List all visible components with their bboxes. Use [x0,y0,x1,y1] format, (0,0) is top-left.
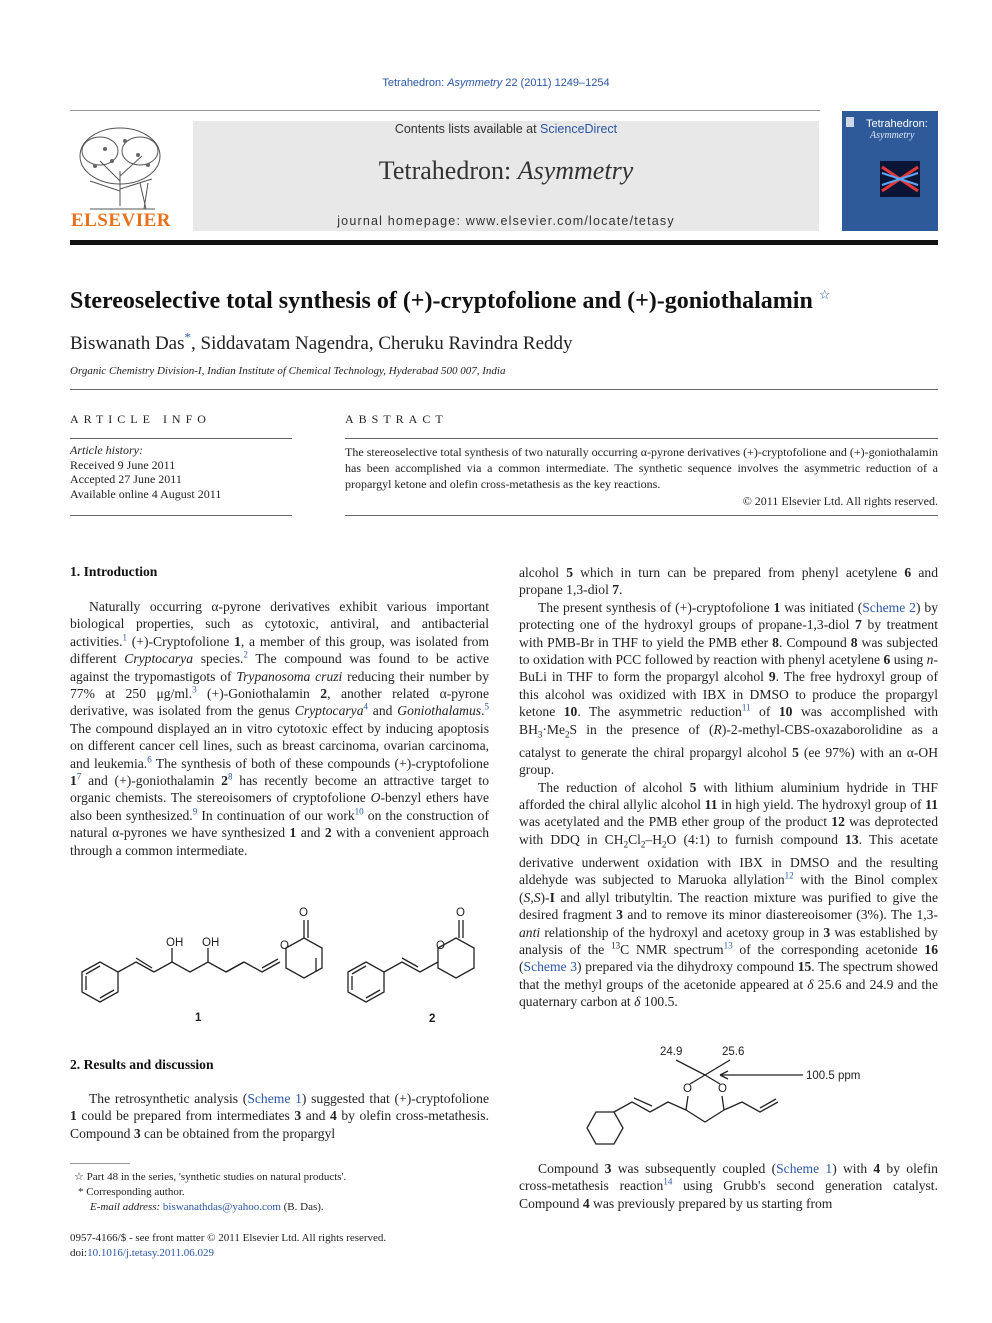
sciencedirect-link[interactable]: ScienceDirect [540,122,618,136]
doi-link[interactable]: 10.1016/j.tetasy.2011.06.029 [87,1247,215,1259]
section-heading-introduction: 1. Introduction [70,564,158,579]
contents-line: Contents lists available at ScienceDirect [394,122,618,136]
star-footnote-mark: ☆ [74,1171,84,1183]
journal-homepage[interactable]: journal homepage: www.elsevier.com/locate/tetasy [337,214,675,228]
affiliation: Organic Chemistry Division-I, Indian Institute of Chemical Technology, Hyderabad 500 007, India [70,365,506,377]
footnote-rule [70,1163,130,1164]
cover-title: Tetrahedron: [866,118,928,130]
carbonyl-oxygen-label-2: O [456,907,465,919]
header-thick-rule [70,240,938,245]
header-divider [70,110,820,111]
compound-1-label: 1 [195,1012,202,1024]
abstract-bottom-rule [345,515,938,516]
acetonide-quaternary-shift: 100.5 ppm [806,1070,861,1082]
abstract-rule [345,438,938,439]
compounds-1-2-figure [70,900,490,1030]
title-divider [70,389,938,390]
email-link[interactable]: biswanathdas@yahoo.com [162,1201,281,1213]
acetonide-oxygen-1: O [683,1083,692,1095]
title-footnote-mark[interactable]: ☆ [818,287,831,302]
abstract-text: The stereoselective total synthesis of two naturally occurring α-pyrone derivatives (+)-cryptofolione and (+)-goniothalamin has been accomplished via a common intermediate. The synthetic sequence involves the asymmetric reduction of a propargyl ketone and olefin cross-metathesis as the key reactions. © 2011 Elsevier Ltd. All rights reserved. [345,445,938,508]
oh-label-1: OH [166,937,184,949]
author-list: Biswanath Das*, Siddavatam Nagendra, Cheruku Ravindra Reddy [70,329,573,354]
introduction-paragraph: Naturally occurring α-pyrone derivatives exhibit various important biological properties, such as cytotoxic, antiviral, and antibacterial activities.$^1$ (+)-Cryptofolione 1, a member of this group, was isolated from different Cryptocarya species.$^2$ The compound was found to be active against the trypomastigots of Trypanosoma cruzi reducing their number by 77% at 250 μg/ml.$^3$ (+)-Goniothalamin 2, another related α-pyrone derivative, was isolated from the genus Cryptocarya$^4$ and Goniothalamus.$^5$ The compound displayed an in vitro cytotoxic effect by inducing apoptosis on different cancer cell lines, such as breast carcinoma, ovarian carcinoma, and leukemia.$^6$ The synthesis of both of these compounds (+)-cryptofolione $1^7$ and (+)-goniothalamin $2^8$ has recently become an attractive target to organic chemists. The stereoisomers of cryptofolione O-benzyl ethers have also been synthesized.$^9$ In continuation of our work$^{10}$ on the construction of natural α-pyrones we have synthesized 1 and 2 with a convenient approach through a common intermediate. [70,599,490,858]
article-info-heading: ARTICLE INFO [70,412,211,426]
ring-oxygen-label-2: O [436,940,445,952]
asterisk-footnote-mark: * [78,1186,84,1198]
acetonide-shift-1: 24.9 [660,1046,683,1058]
article-history: Article history: Received 9 June 2011 Accepted 27 June 2011 Available online 4 August 2011 [70,443,222,501]
elsevier-wordmark[interactable]: ELSEVIER [70,210,172,231]
abstract-copyright: © 2011 Elsevier Ltd. All rights reserved. [742,493,938,508]
footnotes: ☆ Part 48 in the series, 'synthetic studies on natural products'. * Corresponding author. E-mail address: biswanathdas@yahoo.com (B. Das). [74,1171,347,1213]
acetonide-shift-2: 25.6 [722,1046,745,1058]
results-paragraph: The retrosynthetic analysis (Scheme 1) suggested that (+)-cryptofolione 1 could be prepared from intermediates 3 and 4 by olefin cross-metathesis. Compound 3 can be obtained from the propargyl [70,1091,490,1141]
article-info-rule [70,438,292,439]
cover-subtitle: Asymmetry [870,130,915,141]
oh-label-2: OH [202,937,220,949]
article-title: Stereoselective total synthesis of (+)-cryptofolione and (+)-goniothalamin ☆ [70,287,831,314]
ring-oxygen-label-1: O [280,940,289,952]
journal-title: Tetrahedron: Asymmetry [378,156,634,185]
carbonyl-oxygen-label-1: O [299,907,308,919]
acetonide-oxygen-2: O [718,1083,727,1095]
article-info-bottom-rule [70,515,292,516]
compound-2-label: 2 [429,1013,436,1025]
page-footer: 0957-4166/$ - see front matter © 2011 Elsevier Ltd. All rights reserved. doi:10.1016/j.tetasy.2011.06.029 [70,1232,387,1259]
right-column-text: alcohol 5 which in turn can be prepared from phenyl acetylene 6 and propane 1,3-diol 7. The present synthesis of (+)-cryptofolione 1 was initiated (Scheme 2) by protecting one of the hydroxyl groups of propane-1,3-diol 7 by treatment with PMB-Br in THF to yield the PMB ether 8. Compound 8 was subjected to oxidation with PCC followed by reaction with phenyl acetylene 6 using n-BuLi in THF to form the propargyl alcohol 9. The free hydroxyl group of this alcohol was oxidized with IBX in DMSO to produce the propargyl ketone 10. The asymmetric reduction$^{11}$ of 10 was accomplished with $BH_3\cdot Me_2S$ in the presence of (R)-2-methyl-CBS-oxazaborolidine as a catalyst to generate the chiral propargyl alcohol 5 (ee 97%) with an α-OH group. The reduction of alcohol 5 with lithium aluminium hydride in THF afforded the chiral allylic alcohol 11 in high yield. The hydroxyl group of 11 was acetylated and the PMB ether group of the product 12 was deprotected with DDQ in $CH_2Cl_2-H_2O$ (4:1) to furnish compound 13. This acetate derivative underwent oxidation with IBX in DMSO and the resulting aldehyde was subjected to Maruoka allylation$^{12}$ with the Binol complex (S,S)-I and allyl tributyltin. The reaction mixture was purified to give the desired fragment 3 and to remove its minor diastereoisomer (3%). The 1,3-anti relationship of the hydroxyl and acetoxy group in 3 was established by analysis of the $^{13}$C NMR spectrum$^{13}$ of the corresponding acetonide 16 (Scheme 3) prepared via the dihydroxy compound 15. The spectrum showed that the methyl groups of the acetonide appeared at δ 25.6 and 24.9 and the quaternary carbon at δ 100.5. [519,565,939,1010]
corresponding-mark[interactable]: * [184,329,192,345]
right-column-continued: Compound 3 was subsequently coupled (Scheme 1) with 4 by olefin cross-metathesis reaction$^{14}$ using Grubb's second generation catalyst. Compound 4 was previously prepared by us starting from [519,1161,938,1211]
acetonide-figure [580,1040,900,1155]
journal-citation[interactable]: Tetrahedron: Asymmetry 22 (2011) 1249–1254 [382,77,610,89]
abstract-heading: ABSTRACT [345,412,448,426]
section-heading-results: 2. Results and discussion [70,1057,214,1072]
